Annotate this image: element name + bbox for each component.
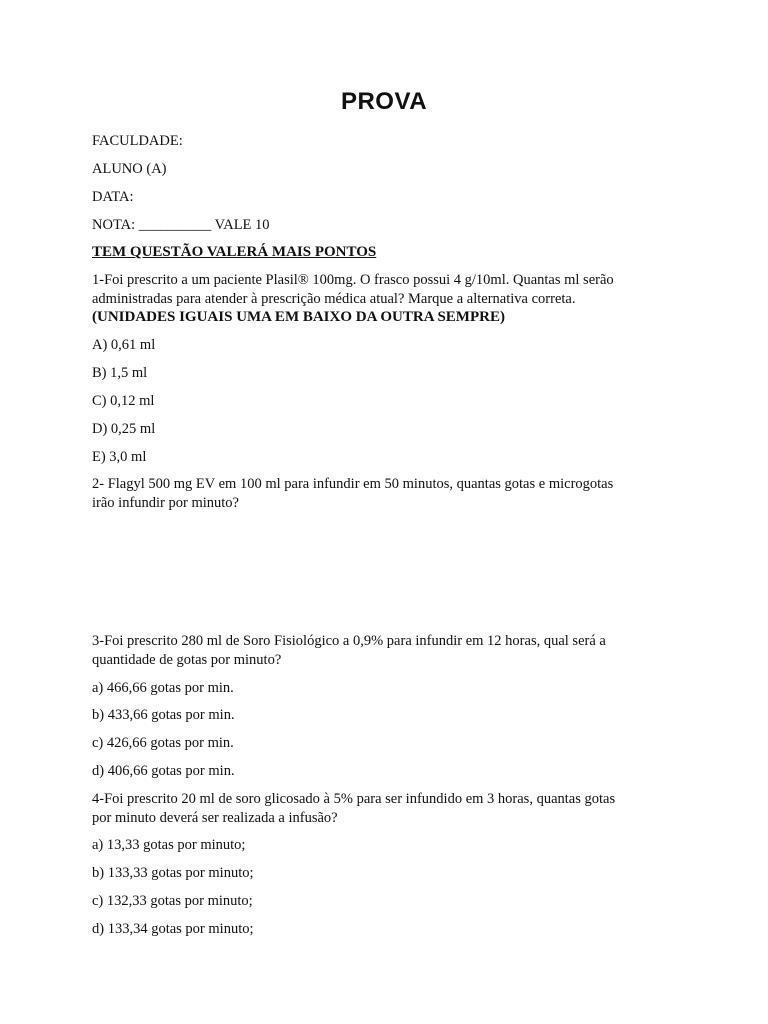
q1-option-b: B) 1,5 ml xyxy=(92,365,148,381)
q4-option-c: c) 132,33 gotas por minuto; xyxy=(92,893,253,909)
q1-emphasis: (UNIDADES IGUAIS UMA EM BAIXO DA OUTRA SEMPRE) xyxy=(92,309,505,325)
q1-option-a: A) 0,61 ml xyxy=(92,337,156,353)
q4-option-d: d) 133,34 gotas por minuto; xyxy=(92,921,254,937)
q3-text-line2: quantidade de gotas por minuto? xyxy=(92,652,282,668)
notice: TEM QUESTÃO VALERÁ MAIS PONTOS xyxy=(92,244,377,260)
header-faculdade: FACULDADE: xyxy=(92,133,183,149)
header-aluno: ALUNO (A) xyxy=(92,161,167,177)
q1-option-c: C) 0,12 ml xyxy=(92,393,155,409)
q4-option-b: b) 133,33 gotas por minuto; xyxy=(92,865,254,881)
q1-text-line2: administradas para atender à prescrição médica atual? Marque a alternativa correta. xyxy=(92,291,576,307)
q1-option-e: E) 3,0 ml xyxy=(92,449,147,465)
header-data: DATA: xyxy=(92,189,134,205)
q4-text-line1: 4-Foi prescrito 20 ml de soro glicosado à 5% para ser infundido em 3 horas, quantas gotas xyxy=(92,791,616,807)
q3-option-b: b) 433,66 gotas por min. xyxy=(92,707,235,723)
page-title: PROVA xyxy=(340,88,428,115)
q4-text-line2: por minuto deverá ser realizada a infusão? xyxy=(92,810,338,826)
q3-option-d: d) 406,66 gotas por min. xyxy=(92,763,235,779)
q1-option-d: D) 0,25 ml xyxy=(92,421,156,437)
header-nota: NOTA: __________ VALE 10 xyxy=(92,217,270,233)
q3-option-a: a) 466,66 gotas por min. xyxy=(92,680,234,696)
q2-text-line2: irão infundir por minuto? xyxy=(92,495,239,511)
q2-text-line1: 2- Flagyl 500 mg EV em 100 ml para infundir em 50 minutos, quantas gotas e microgotas xyxy=(92,476,614,492)
q1-text-line1: 1-Foi prescrito a um paciente Plasil® 100mg. O frasco possui 4 g/10ml. Quantas ml serão xyxy=(92,272,614,288)
q3-option-c: c) 426,66 gotas por min. xyxy=(92,735,234,751)
q3-text-line1: 3-Foi prescrito 280 ml de Soro Fisiológico a 0,9% para infundir em 12 horas, qual será a xyxy=(92,633,606,649)
q4-option-a: a) 13,33 gotas por minuto; xyxy=(92,837,246,853)
